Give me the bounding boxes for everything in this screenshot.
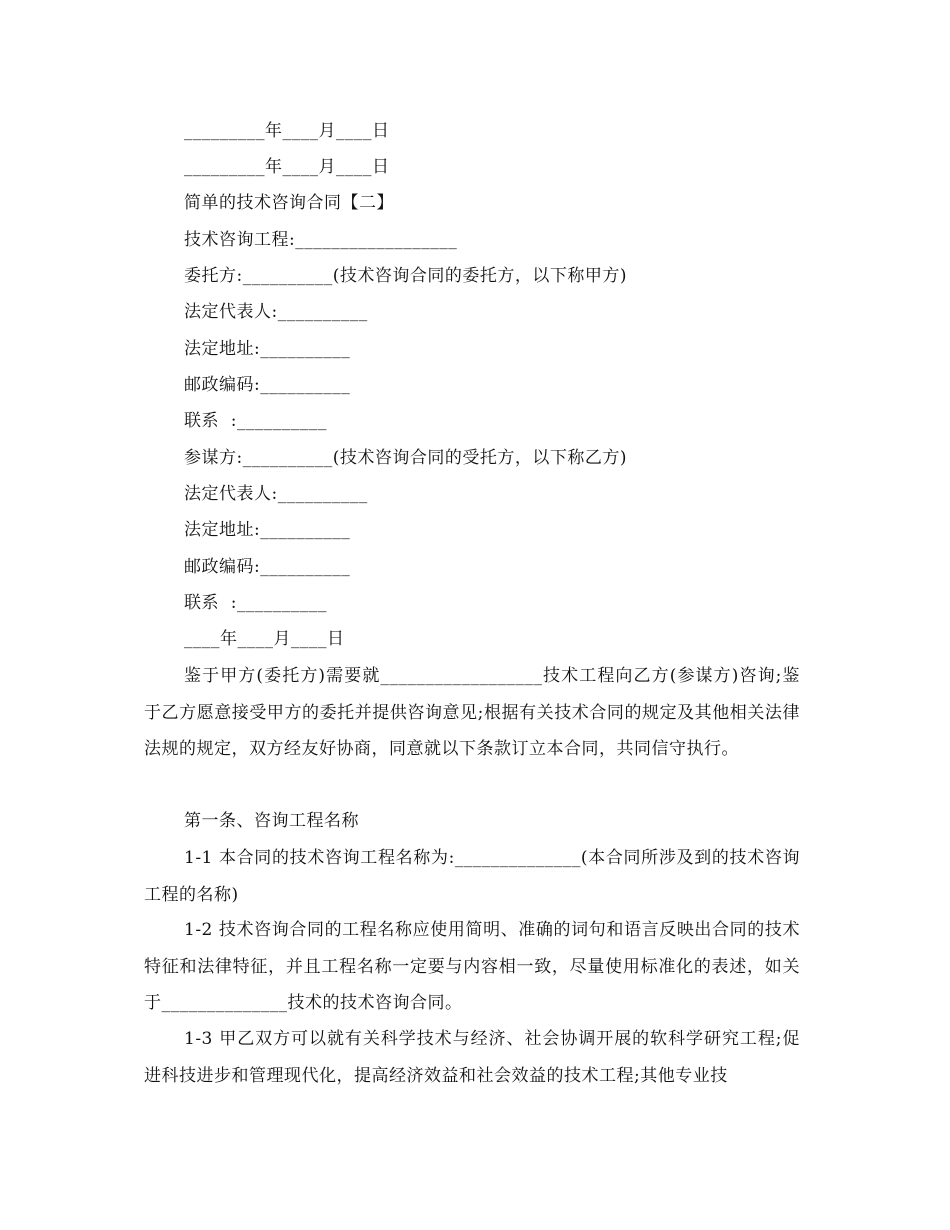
date-line: _________年____月____日 — [184, 121, 390, 141]
section-title: 简单的技术咨询合同【二】 — [184, 193, 394, 213]
client-field: 委托方:__________(技术咨询合同的委托方，以下称甲方) — [184, 266, 627, 286]
postal-code-field: 邮政编码:__________ — [184, 375, 351, 395]
date-line: _________年____月____日 — [184, 157, 390, 177]
project-field: 技术咨询工程:__________________ — [184, 230, 458, 250]
legal-address-field: 法定地址:__________ — [184, 520, 351, 540]
clause-paragraph: 1-2 技术咨询合同的工程名称应使用简明、准确的词句和语言反映出合同的技术特征和法律特征，并且工程名称一定要与内容相一致，尽量使用标准化的表述，如关于______________技术的技术咨询合同。 — [144, 920, 800, 1013]
consultant-field: 参谋方:__________(技术咨询合同的受托方，以下称乙方) — [184, 448, 627, 468]
date-line: ____年____月____日 — [184, 629, 345, 649]
legal-address-field: 法定地址:__________ — [184, 339, 351, 359]
clause-paragraph: 1-3 甲乙双方可以就有关科学技术与经济、社会协调开展的软科学研究工程;促进科技进步和管理现代化，提高经济效益和社会效益的技术工程;其他专业技 — [144, 1029, 800, 1086]
contact-field: 联系 :__________ — [184, 593, 328, 613]
legal-rep-field: 法定代表人:__________ — [184, 484, 368, 504]
postal-code-field: 邮政编码:__________ — [184, 557, 351, 577]
article-heading: 第一条、咨询工程名称 — [184, 811, 359, 831]
preamble-paragraph: 鉴于甲方(委托方)需要就__________________技术工程向乙方(参谋方)咨询;鉴于乙方愿意接受甲方的委托并提供咨询意见;根据有关技术合同的规定及其他相关法律法规的规定，双方经友好协商，同意就以下条款订立本合同，共同信守执行。 — [144, 666, 800, 759]
clause-paragraph: 1-1 本合同的技术咨询工程名称为:______________(本合同所涉及到的技术咨询工程的名称) — [144, 848, 800, 905]
legal-rep-field: 法定代表人:__________ — [184, 302, 368, 322]
contact-field: 联系 :__________ — [184, 411, 328, 431]
